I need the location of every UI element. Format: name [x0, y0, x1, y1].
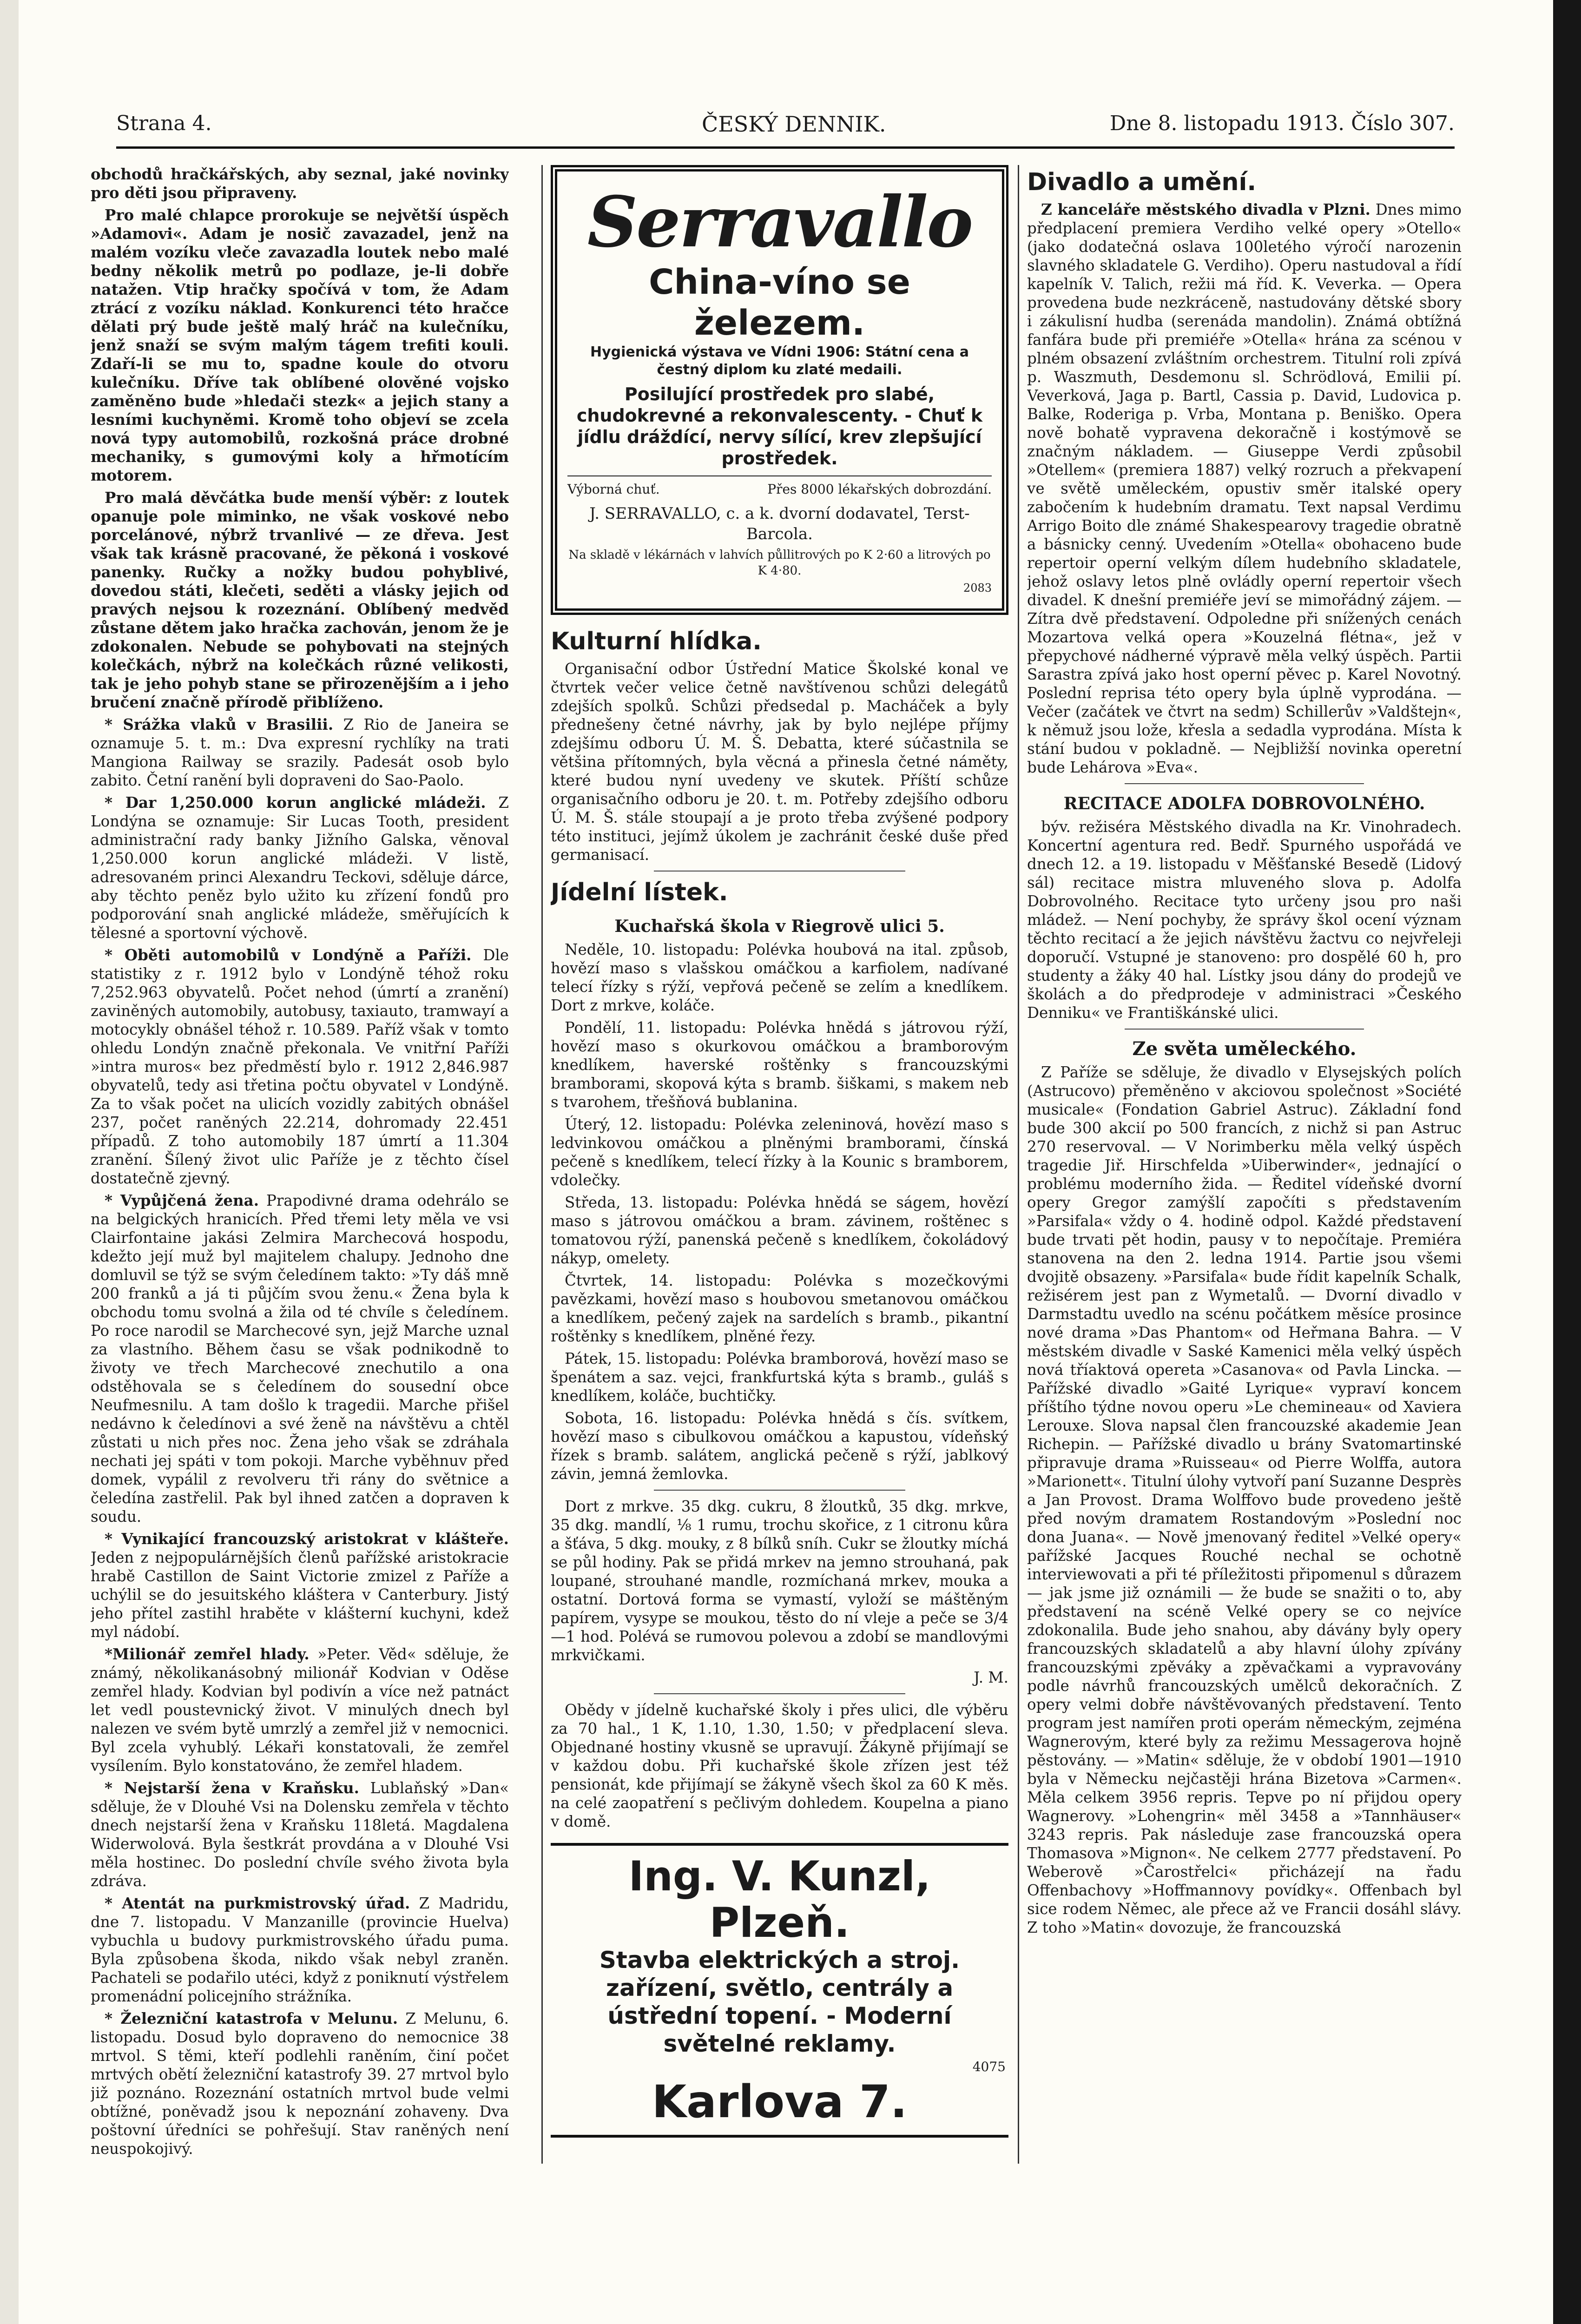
article-text: Pro malé chlapce prorokuje se největší úspěch »Adamovi«. Adam je nosič zavazadel, jenž na malém vozíku vleče zavazadla loutek nebo malé bedny několik metrů po podlaze, je-li dobře natažen. Vtip hračky spočívá v tom, že Adam ztrácí z vozíku náklad. Konkurenci této hračce dělati prý bude ještě malý hráč na kulečníku, jenž snaží se svým malým tágem trefiti kouli. Zdaří-li se mu to, spadne koule do otvoru kulečníku. Dříve tak oblíbené olověné vojsko zaměněno bude »hledači stezk« a jejich stany a lesními kuchyněmi. Kromě toho objeví se zcela nová typy automobilů, rozkošná práce drobné mechaniky, s gumovými koly a hřmotícím motorem. [91, 206, 509, 484]
menu-day: Úterý, 12. listopadu: Polévka zeleninová, hovězí maso s ledvinkovou omáčkou a plněnými bramborami, čínská pečeně s knedlíkem, telecí řízky à la Kounic s bramborem, vdolečky. [551, 1116, 1008, 1189]
newspaper-title: ČESKÝ DENNIK. [702, 112, 886, 137]
issue-date: Dne 8. listopadu 1913. Číslo 307. [1109, 112, 1455, 135]
theatre-lead: Z kanceláře městského divadla v Plzni. [1041, 200, 1370, 218]
theatre-body: Dnes mimo předplacení premiera Verdiho velké opery »Otello« (jako dodatečná oslava 100letého výročí narozenin slavného skladatele G. Verdiho). Operu nastudoval a řídí kapelník V. Talich, režii má říd. K. Veverka. — Opera provedena bude nezkráceně, nastudovány dětské sbory i zákulisní hudba (serenáda mandolin). Známá obtížná fanfára bude při premiéře »Otella« hrána za scénou v plném obsazení zvláštním orchestrem. Titulní roli zpívá p. Waszmuth, Desdemonu sl. Schrödlová, Emilii pí. Veverková, Jaga p. Bartl, Cassia p. David, Ludovica p. Balke, Roderiga p. Vrba, Montana p. Beniško. Opera nově bohatě vypravena dekoračně i kostýmově se značným nákladem. — Giuseppe Verdi způsobil »Otellem« (premiera 1887) velký rozruch a překvapení ve světě uměleckém, opustiv směr italské opery zabočením k hudebním dramatu. Text napsal Verdimu Arrigo Boito dle známé Shakespearovy tragedie obratně a básnicky cenný. Uvedením »Otella« obohaceno bude repertoir operní velkým dílem hudebního skladatele, jehož oslavy letos plně ovládly operní repertoir všech divadel. K dnešní premiéře jeví se mimořádný zájem. — Zítra dvě představení. Odpoledne při snížených cenách Mozartova velká opera »Kouzelná flétna«, jež v přepychové nádherné výpravě měla velký úspěch. Partii Sarastra zpívá jako host operní pěvec p. Karel Novotný. Poslední reprisa této opery byla úplně vyprodána. — Večer (začátek ve čtvrt na sedm) Schillerův »Valdštejn«, k němuž jsou lože, křesla a sedadla vyprodána. Místa k stání budou v pokladně. — Nejbližší novinka operetní bude Lehárova »Eva«. [1027, 201, 1462, 776]
recipe: Dort z mrkve. 35 dkg. cukru, 8 žloutků, 35 dkg. mrkve, 35 dkg. mandlí, ⅛ 1 rumu, trochu skořice, z 1 citronu kůra a šťáva, 5 dkg. mouky, z 8 bílků sníh. Cukr se žloutky míchá se půl hodiny. Pak se přidá mrkev na jemno strouhaná, pak loupané, strouhané mandle, rozmíchaná mrkev, mouka a ostatní. Dortová forma se vymastí, vyloží se máštěným papírem, vysype se moukou, těsto do ní vleje a peče se 3/4—1 hod. Polévá se rumovou polevou a zdobí se mandlovými mrkvičkami. [551, 1498, 1008, 1664]
menu-day: Čtvrtek, 14. listopadu: Polévka s mozečkovými pavězkami, hovězí maso s houbovou smetanovou omáčkou a knedlíkem, pečený zajek na sardelích s bramb., pikantní roštěnky s knedlíkem, plněné řezy. [551, 1272, 1008, 1345]
recital-text: býv. režiséra Městského divadla na Kr. Vinohradech. Koncertní agentura red. Bedř. Spurného uspořádá ve dnech 12. a 19. listopadu v Měšťanské Besedě (Lidový sál) recitace mistra mluveného slova p. Adolfa Dobrovolného. Recitace tyto určeny jsou pro naši mládež. — Není pochyby, že správy škol ocení význam těchto recitací a že jejich návštěvu žactvu co nejvřeleji doporučí. Vstupné je stanoveno: pro dospělé 60 h, pro studenty a žáky 40 hal. Lístky jsou dány do prodejů ve školách a do předprodeje v administraci »Českého Denniku« ve Františkánské ulici. [1027, 818, 1462, 1022]
news-headline: * Vynikající francouzský aristokrat v klášteře. [105, 1530, 509, 1548]
menu-day: Sobota, 16. listopadu: Polévka hnědá s čís. svítkem, hovězí maso s cibulkovou omáčkou a kapustou, vídeňský řízek s bramb. salátem, anglická pečeně s rýží, jablkový závin, jemná žemlovka. [551, 1409, 1008, 1483]
kunzl-services: Stavba elektrických a stroj. zařízení, světlo, centrály a ústřední topení. - Moderní světelné reklamy. [599, 1947, 960, 2057]
menu-day: Středa, 13. listopadu: Polévka hnědá se ságem, hovězí maso s játrovou omáčkou a bram. závinem, roštěnec s tomatovou rýží, panenská pečeně s knedlíkem, čokoládový nákyp, omelety. [551, 1194, 1008, 1267]
news-headline: * Železniční katastrofa v Melunu. [105, 2009, 398, 2027]
news-item [91, 715, 509, 790]
ad-maker: J. SERRAVALLO, c. a k. dvorní dodavatel, Terst-Barcola. [589, 504, 970, 543]
news-body: Z Madridu, dne 7. listopadu. V Manzanille (provincie Huelva) vybuchla u budovy purkmistrovského úřadu puma. Byla způsobena škoda, nikdo však nebyl zraněn. Pachateli se podařilo utéci, když z poniknutí výstřelem promenádní policejního strážníka. [91, 1895, 509, 2005]
news-item [91, 946, 509, 1188]
ad-claim: Posilující prostředek pro slabé, chudokrevné a rekonvalescenty. - Chuť k jídlu dráždící, nervy sílící, krev zlepšující prostředek. [576, 384, 983, 469]
section-title-kulturni-hlidka: Kulturní hlídka. [551, 627, 762, 655]
ad-title: China-víno se železem. [649, 262, 910, 343]
ad-expo: Hygienická výstava ve Vídni 1906: Státní cena a čestný diplom ku zlaté medaili. [590, 344, 969, 378]
menu-day: Pondělí, 11. listopadu: Polévka hnědá s játrovou rýží, hovězí maso s okurkovou omáčkou a bramborovým knedlíkem, haverské roštěnky s francouzskými bramborami, skopová kýta s bramb. šiškami, s makem neb s tvarohem, třešňová bublanina. [551, 1019, 1008, 1111]
ad-doctors: Přes 8000 lékařských dobrozdání. [767, 482, 992, 497]
kunzl-code: 4075 [972, 2059, 1006, 2074]
news-item [91, 793, 509, 942]
news-body: Lublaňský »Dan« sděluje, že v Dlouhé Vsi na Dolensku zemřela v těchto dnech nejstarší žena v Kraňsku 118letá. Magdalena Widerwolová. Byla šestkrát provdána a v Dlouhé Vsi měla hostinec. Do poslední chvíle svého života byla zdráva. [91, 1779, 509, 1890]
article-text: Organisační odbor Ústřední Matice Školské konal ve čtvrtek večer velice četně navštívenou schůzi delegátů zdejších spolků. Schůzi předsedal p. Macháček a byly přednešeny četné návrhy, jak by bylo nejlépe příjmy zdejšímu odboru Ú. M. Š. Debatta, které súčastnila se většina přítomných, byla věcná a přinesla četné náměty, které budou nyní uvedeny ve skutek. Příští schůze organisačního odboru je 20. t. m. Potřeby zdejšího odboru Ú. M. Š. stále stoupají a je proto třeba zvýšené podpory této instituci, jejímž úkolem je zachránit české duše před germanisací. [551, 660, 1008, 864]
separator [654, 1693, 906, 1694]
news-headline: * Oběti automobilů v Londýně a Paříži. [105, 946, 472, 964]
page-number: Strana 4. [116, 112, 212, 135]
kunzl-ad [551, 1843, 1008, 2138]
news-headline: *Milionář zemřel hlady. [105, 1645, 310, 1663]
header-rule [116, 146, 1455, 149]
news-item [91, 1779, 509, 1890]
recital-title: RECITACE ADOLFA DOBROVOLNÉHO. [1063, 794, 1425, 813]
news-headline: * Vypůjčená žena. [105, 1191, 259, 1209]
serravallo-ad [551, 165, 1008, 615]
news-item [91, 1191, 509, 1526]
ad-code: 2083 [963, 581, 992, 594]
news-body: Z Melunu, 6. listopadu. Dosud bylo dopraveno do nemocnice 38 mrtvol. S těmi, kteří podlehli raněním, činí počet mrtvých obětí železniční katastrofy 39. 27 mrtvol bylo již poznáno. Rozeznání ostatních mrtvol bude velmi obtížné, poněvadž jsou k nepoznání zohaveny. Dva poštovní úředníci se pohřešují. Stav raněných není neuspokojivý. [91, 2010, 509, 2158]
news-item [91, 1530, 509, 1641]
column-divider-1 [541, 165, 543, 2164]
ad-taste: Výborná chuť. [567, 482, 660, 497]
news-body: »Peter. Věd« sděluje, že známý, několikanásobný milionář Kodvian v Oděse zemřel hlady. Kodvian byl podivín a více než patnáct let vedl poustevnický život. V minulých dnech byl nalezen ve svém bytě umrzlý a zemřel již v nemocnici. Byl zcela vyhublý. Lékaři konstatovali, že zemřel vysílením. Bylo konstatováno, že zemřel hladem. [91, 1645, 509, 1775]
page-header [116, 112, 1455, 149]
news-body: Prapodivné drama odehrálo se na belgických hranicích. Před třemi lety měla ve vsi Clairfontaine jakási Zelmira Marchecová hospodu, kdežto její muž byl majitelem chalupy. Jednoho dne domluvil se týž se svým čeledínem takto: »Ty dáš mně 200 franků a já ti půjčím svou ženu.« Žena byla k obchodu tomu svolná a žila od té chvíle s čeledínem. Po roce narodil se Marchecové syn, jejž Marche uznal za vlastního. Během času se však podnikodně to životy ve třech Marchecové znechutilo a ona odstěhovala se s čeledínem do sousední obce Neufmesnilu. A tam došlo k tragedii. Marche přišel nedávno k čeledínovi a své ženě na návštěvu a chtěl zůstati u nich přes noc. Žena jeho však se zdráhala nechati jej spáti v tom pokoji. Marche vyběhnuv před domek, vypálil z revolveru tři rány do světnice a čeledína zastřelil. Pak byl ihned zatčen a dopraven k soudu. [91, 1192, 509, 1525]
scan-margin-left [0, 0, 19, 2324]
news-body: Z Rio de Janeira se oznamuje 5. t. m.: Dva expresní rychlíky na trati Mangiona Railway se srazily. Padesát osob bylo zabito. Četní ranění byli dopraveni do Sao-Paolo. [91, 716, 509, 789]
separator [1125, 783, 1364, 784]
lunch-notice: Obědy v jídelně kuchařské školy i přes ulici, dle výběru za 70 hal., 1 K, 1.10, 1.30, 1.50; v předplacení sleva. Objednané hostiny vkusně se upravují. Žákyně přijímají se v každou dobu. Při kuchařské škole zřízen jest též pensionát, kde přijímají se žákyně všech škol za 60 K měs. na celé zaopatření s pečlivým dohledem. Koupelna a piano v domě. [551, 1701, 1008, 1830]
news-item [91, 1894, 509, 2006]
theatre-news [1027, 200, 1462, 777]
recipe-signature: J. M. [974, 1669, 1008, 1686]
menu-day: Neděle, 10. listopadu: Polévka houbová na ital. způsob, hovězí maso s vlašskou omáčkou a karfiolem, nadívané telecí řízky s rýží, vepřová pečeně se zelím a knedlíkem. Dort z mrkve, koláče. [551, 941, 1008, 1014]
news-headline: * Srážka vlaků v Brasilii. [105, 715, 334, 733]
column-left [91, 165, 509, 2164]
column-right [1027, 165, 1462, 2164]
news-body: Dle statistiky z r. 1912 bylo v Londýně téhož roku 7,252.963 obyvatelů. Počet nehod (úmrtí a zranění) zaviněných automobily, autobusy, taxiauto, tramwayí a motocykly obnášel téhož r. 10.589. Paříž však v tomto ohledu Londýn značně překonala. Ve vnitřní Paříži »intra muros« bez předměstí bylo r. 1912 2,846.987 obyvatelů, tedy asi třetina počtu obyvatel v Londýně. Za to však počet na ulicích vozidly zabitých obnášel 237, počet raněných 22.214, dohromady 22.451 případů. Z toho automobily 187 úmrtí a 11.304 zranění. Šílený život ulic Paříže je z těchto čísel dostatečně zjevný. [91, 946, 509, 1187]
news-headline: * Atentát na purkmistrovský úřad. [105, 1894, 410, 1912]
kunzl-address: Karlova 7. [652, 2076, 908, 2128]
column-middle [551, 165, 1008, 2164]
serravallo-logo: Serravallo [587, 181, 972, 263]
section-title-ze-sveta: Ze světa uměleckého. [1132, 1038, 1357, 1060]
menu-subtitle: Kuchařská škola v Riegrově ulici 5. [614, 917, 945, 936]
news-item [91, 2009, 509, 2158]
article-text: obchodů hračkářských, aby seznal, jaké novinky pro děti jsou připraveny. [91, 165, 509, 202]
column-divider-2 [1018, 165, 1019, 2164]
news-headline: * Dar 1,250.000 korun anglické mládeži. [105, 793, 486, 812]
separator [654, 1490, 906, 1491]
news-body: Jeden z nejpopulárnějších členů pařížské aristokracie hrabě Castillon de Saint Victorie zmizel z Paříže a uchýlil se do jesuitského kláštera v Canterbury. Jistý jeho přítel zastihl hraběte v klášterní kuchyni, kdež myl nádobí. [91, 1549, 509, 1641]
section-title-divadlo: Divadlo a umění. [1027, 168, 1257, 196]
scan-edge-right [1553, 0, 1581, 2324]
kunzl-title: Ing. V. Kunzl, Plzeň. [628, 1852, 931, 1947]
news-headline: * Nejstarší žena v Kraňsku. [105, 1779, 359, 1797]
ad-stock: Na skladě v lékárnách v lahvích půllitrových po K 2·60 a litrových po K 4·80. [568, 548, 991, 578]
news-body: Z Londýna se oznamuje: Sir Lucas Tooth, president administrační rady banky Jižního Galska, věnoval 1,250.000 korun anglické mládeži. V listě, adresovaném princi Alexandru Teckovi, sděluje dárce, aby těchto peněz bylo užito ku zřízení fondů pro podporování snah anglické mládeže, směřujících k tělesné a sportovní výchově. [91, 794, 509, 942]
section-title-jidelni-listek: Jídelní lístek. [551, 878, 728, 906]
separator [1125, 1029, 1364, 1030]
menu-day: Pátek, 15. listopadu: Polévka bramborová, hovězí maso se špenátem a saz. vejci, frankfurtská kýta s bramb., guláš s knedlíkem, koláče, buchtičky. [551, 1350, 1008, 1405]
article-text: Pro malá děvčátka bude menší výběr: z loutek opanuje pole miminko, ne však voskové nebo porcelánové, nýbrž trvanlivé — ze dřeva. Jest však tak krásně pracované, že pěkoná i voskové panenky. Ručky a nožky budou pohyblivé, dovedou státi, klečeti, seděti a vlásky jejich od pravých nejsou k rozeznání. Oblíbený medvěd zůstane dětem jako hračka zachován, jenom že je zdokonalen. Nebude se pohybovati na stejných kolečkách, nýbrž na kolečkách různé velikosti, tak je jeho pohyb stane se přirozenějším a i jeho bručení značně přírodě přiblíženo. [91, 489, 509, 711]
art-world-text: Z Paříže se sděluje, že divadlo v Elysejských polích (Astrucovo) přeměněno v akciovou společnost »Société musicale« (Fondation Gabriel Astruc). Základní fond bude 300 akcií po 500 francích, z nichž si pan Astruc 270 reservoval. — V Norimberku měla velký úspěch tragedie Jiř. Hirschfelda »Uiberwinder«, jednající o problému moderního žida. — Ředitel vídeňské dvorní opery Gregor zamýšlí započíti s představením »Parsifala« vždy o 4. hodině odpol. Každé představení bude trvati pět hodin, pausy v to nepočítaje. Premiéra stanovena na den 2. ledna 1914. Partie jsou všemi dvojitě obsazeny. »Parsifala« bude řídit kapelník Schalk, režisérem jest pan z Wymetalů. — Dvorní divadlo v Darmstadtu uvedlo na scénu počátkem měsíce prosince nové drama »Das Phantom« od Heřmana Bahra. — V městském divadle v Saské Kamenici měla velký úspěch nová tříaktová opereta »Casanova« od Pavla Lincka. — Pařížské divadlo »Gaité Lyrique« vypraví koncem příštího týdne novou operu »Le chemineau« od Xaviera Lerouxe. Slova napsal člen francouzské akademie Jean Richepin. — Pařížské divadlo u brány Svatomartinské připravuje drama »Ruisseau« od Pierre Wolffa, autora »Marionett«. Titulní úlohy vytvoří paní Suzanne Desprès a Jan Provost. Drama Wolffovo bude provedeno ještě před novým dramatem Rostandovým »Poslední noc dona Juana«. — Nově jmenovaný ředitel »Velké opery« pařížské Jacques Rouché nechal se ochotně interviewovati a při té příležitosti připomenul s důrazem — jak jsme již oznámili — že bude se snažiti o to, aby představení na scéně Velké opery se co nejvíce zdokonalila. Bude jeho snahou, aby dávány byly opery francouzských skladatelů a aby hlavní úlohy zpívány francouzskými zpěváky a zpěvačkami a vypravovány podle návrhů francouzských umělců dekoračních. Z opery velmi dobře návštěvovaných představení. Tento program jest namířen proti operám německým, zejména Wagnerovým, které byly za režimu Messagerova hojně pěstovány. — »Matin« sděluje, že v období 1901—1910 byla v Německu nejčastěji hrána Bizetova »Carmen«. Měla celkem 3956 repris. Tepve po ní přijdou opery Wagnerovy. »Lohengrin« měl 3458 a »Tannhäuser« 3243 repris. Pak následuje zase francouzská opera Thomasova »Mignon«. Ne celkem 2777 představení. Po Weberově »Čarostřelci« přicházejí na řadu Offenbachovy »Hoffmannovy povídky«. Offenbach byl sice rodem Němec, ale přece až ve Francii dosáhl slávy. Z toho »Matin« dovozuje, že francouzská [1027, 1063, 1462, 1936]
ad-tagline-row [567, 475, 992, 499]
separator [654, 871, 906, 872]
news-item [91, 1645, 509, 1775]
